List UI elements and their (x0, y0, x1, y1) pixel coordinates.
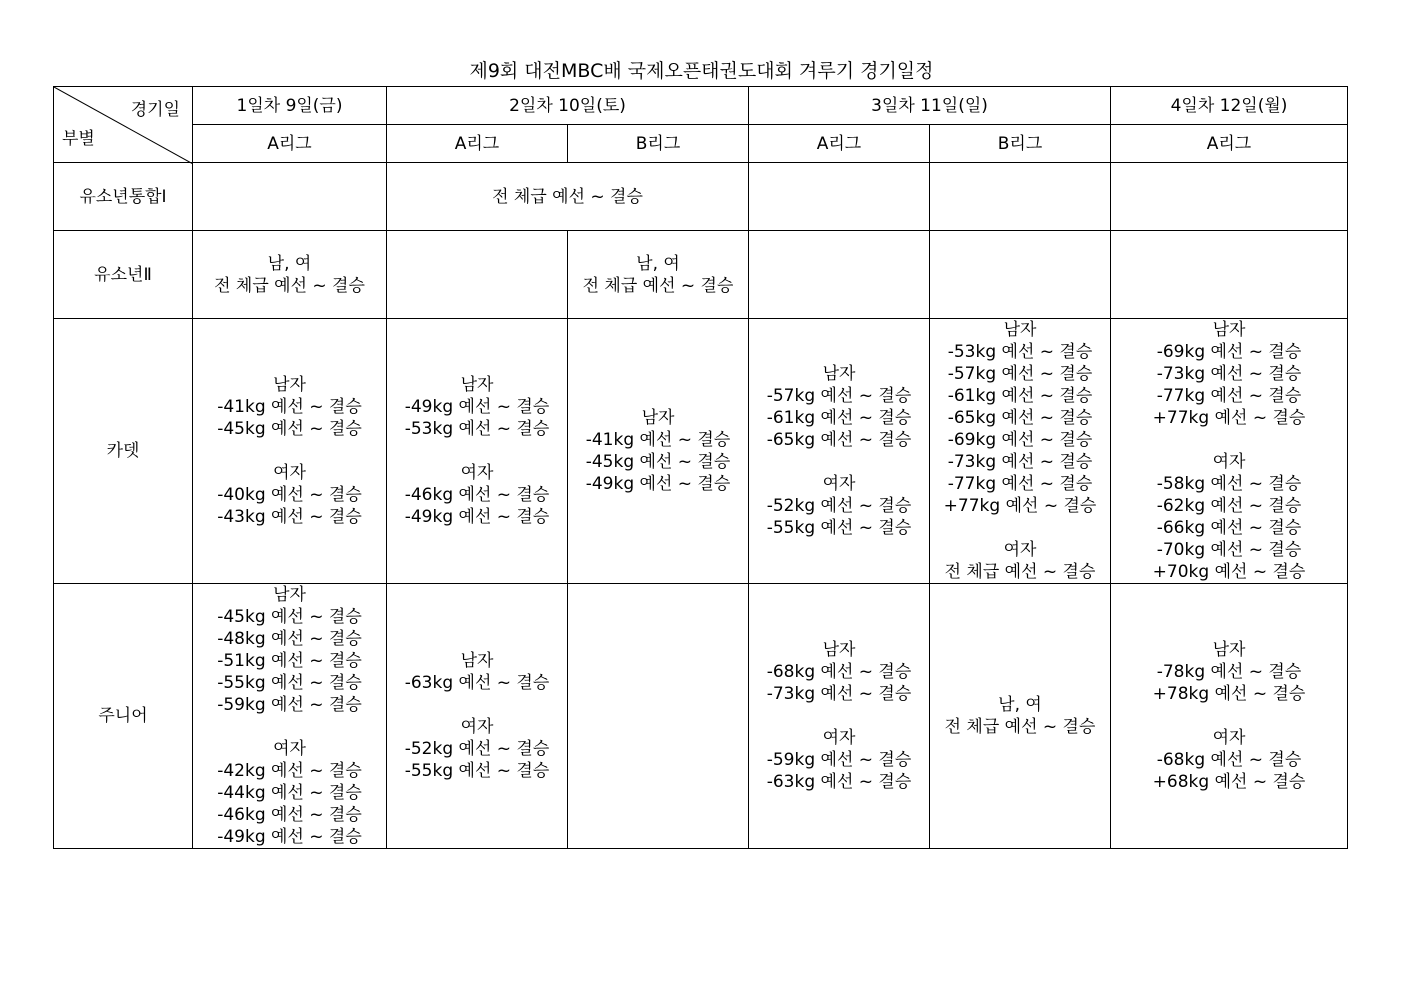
schedule-block (1153, 319, 1306, 583)
cell-cadet-day2a (387, 319, 568, 584)
female-title: 여자 (1212, 452, 1246, 472)
line: -49kg 예선 ~ 결승 (217, 827, 362, 847)
line: -40kg 예선 ~ 결승 (217, 485, 362, 505)
line: -68kg 예선 ~ 결승 (766, 662, 912, 682)
cell-youth2-day2b (568, 231, 749, 319)
header-day-4: 4일차 12일(월) (1111, 87, 1348, 125)
schedule-block (586, 407, 731, 495)
female-title: 여자 (1212, 728, 1246, 748)
male-title: 남자 (641, 408, 675, 428)
female-title: 여자 (460, 463, 494, 483)
header-day-3: 3일차 11일(일) (749, 87, 1111, 125)
cell-junior-day2a (387, 584, 568, 849)
line: -65kg 예선 ~ 결승 (947, 408, 1093, 428)
line: -55kg 예선 ~ 결승 (766, 518, 912, 538)
female-title: 여자 (822, 474, 856, 494)
line: -53kg 예선 ~ 결승 (404, 419, 550, 439)
line: -57kg 예선 ~ 결승 (766, 386, 912, 406)
header-league: A리그 (387, 125, 568, 163)
male-title: 남자 (460, 375, 494, 395)
line: -41kg 예선 ~ 결승 (585, 430, 731, 450)
female-title: 여자 (273, 739, 306, 759)
cell-cadet-day3a (749, 319, 930, 584)
line: -59kg 예선 ~ 결승 (766, 750, 912, 770)
cell-empty (193, 163, 387, 231)
line: -46kg 예선 ~ 결승 (217, 805, 362, 825)
schedule-block (767, 363, 912, 539)
page-title: 제9회 대전MBC배 국제오픈태권도대회 겨루기 경기일정 (469, 60, 934, 82)
line: 전 체급 예선 ~ 결승 (944, 717, 1096, 737)
line: +77kg 예선 ~ 결승 (1152, 408, 1306, 428)
line: -73kg 예선 ~ 결승 (947, 452, 1093, 472)
row-junior (54, 584, 1348, 849)
corner-header-cell (54, 87, 193, 163)
line: -63kg 예선 ~ 결승 (766, 772, 912, 792)
line: 남, 여 (636, 253, 680, 274)
cell-junior-day1 (193, 584, 387, 849)
line: -52kg 예선 ~ 결승 (404, 739, 550, 759)
line: -52kg 예선 ~ 결승 (766, 496, 912, 516)
male-title: 남자 (1212, 320, 1246, 340)
line: -66kg 예선 ~ 결승 (1156, 518, 1302, 538)
female-title: 여자 (822, 728, 856, 748)
header-row-leagues (54, 125, 1348, 163)
line: -45kg 예선 ~ 결승 (217, 607, 362, 627)
division-label: 카뎃 (54, 319, 193, 584)
line: 전 체급 예선 ~ 결승 (214, 275, 365, 296)
male-title: 남자 (273, 585, 306, 605)
row-cadet (54, 319, 1348, 584)
line: -55kg 예선 ~ 결승 (217, 673, 362, 693)
line: -73kg 예선 ~ 결승 (766, 684, 912, 704)
line: -48kg 예선 ~ 결승 (217, 629, 362, 649)
header-league: A리그 (749, 125, 930, 163)
schedule-block (1153, 639, 1306, 793)
line: -59kg 예선 ~ 결승 (217, 695, 362, 715)
cell-empty (1111, 163, 1348, 231)
row-youth-combined (54, 163, 1348, 231)
line: -42kg 예선 ~ 결승 (217, 761, 362, 781)
line: -77kg 예선 ~ 결승 (1156, 386, 1302, 406)
cell-youth-combined-day2: 전 체급 예선 ~ 결승 (387, 163, 749, 231)
cell-empty (749, 231, 930, 319)
line: -70kg 예선 ~ 결승 (1156, 540, 1302, 560)
schedule-block (767, 639, 912, 793)
line: -58kg 예선 ~ 결승 (1156, 474, 1302, 494)
male-title: 남자 (273, 375, 306, 395)
cell-cadet-day4 (1111, 319, 1348, 584)
line: +68kg 예선 ~ 결승 (1152, 772, 1306, 792)
division-label: 유소년통합Ⅰ (54, 163, 193, 231)
line: -69kg 예선 ~ 결승 (947, 430, 1093, 450)
line: -55kg 예선 ~ 결승 (404, 761, 550, 781)
cell-empty (568, 584, 749, 849)
cell-cadet-day1 (193, 319, 387, 584)
schedule-block (217, 374, 362, 528)
cell-cadet-day3b (930, 319, 1111, 584)
line: -51kg 예선 ~ 결승 (217, 651, 362, 671)
line: 남, 여 (998, 695, 1042, 715)
line: -53kg 예선 ~ 결승 (947, 342, 1093, 362)
corner-label-day: 경기일 (130, 100, 180, 120)
cell-empty (930, 163, 1111, 231)
line: -41kg 예선 ~ 결승 (217, 397, 362, 417)
line: -57kg 예선 ~ 결승 (947, 364, 1093, 384)
cell-cadet-day2b (568, 319, 749, 584)
line: -63kg 예선 ~ 결승 (404, 673, 550, 693)
header-day-2: 2일차 10일(토) (387, 87, 749, 125)
cell-junior-day4 (1111, 584, 1348, 849)
division-label: 주니어 (54, 584, 193, 849)
line: -45kg 예선 ~ 결승 (585, 452, 731, 472)
line: -43kg 예선 ~ 결승 (217, 507, 362, 527)
schedule-block (405, 650, 550, 782)
female-title: 여자 (273, 463, 306, 483)
division-label: 유소년Ⅱ (54, 231, 193, 319)
cell-empty (387, 231, 568, 319)
line: +70kg 예선 ~ 결승 (1152, 562, 1306, 582)
male-title: 남자 (460, 651, 494, 671)
header-league: B리그 (568, 125, 749, 163)
line: -78kg 예선 ~ 결승 (1156, 662, 1302, 682)
header-row-days (54, 87, 1348, 125)
header-day-1: 1일차 9일(금) (193, 87, 387, 125)
male-title: 남자 (822, 640, 856, 660)
line: -46kg 예선 ~ 결승 (404, 485, 550, 505)
line: -77kg 예선 ~ 결승 (947, 474, 1093, 494)
corner-label-division: 부별 (62, 129, 95, 149)
male-title: 남자 (1212, 640, 1246, 660)
line: -73kg 예선 ~ 결승 (1156, 364, 1302, 384)
line: -49kg 예선 ~ 결승 (404, 397, 550, 417)
schedule-block (944, 319, 1097, 583)
cell-junior-day3a (749, 584, 930, 849)
row-youth2 (54, 231, 1348, 319)
schedule-block (405, 374, 550, 528)
line: -69kg 예선 ~ 결승 (1156, 342, 1302, 362)
line: 전 체급 예선 ~ 결승 (582, 275, 734, 296)
schedule-block (217, 584, 362, 848)
line: -62kg 예선 ~ 결승 (1156, 496, 1302, 516)
male-title: 남자 (822, 364, 856, 384)
line: 전 체급 예선 ~ 결승 (944, 562, 1096, 582)
cell-empty (930, 231, 1111, 319)
line: -61kg 예선 ~ 결승 (947, 386, 1093, 406)
line: +77kg 예선 ~ 결승 (943, 496, 1097, 516)
line: -49kg 예선 ~ 결승 (585, 474, 731, 494)
line: -49kg 예선 ~ 결승 (404, 507, 550, 527)
line: -68kg 예선 ~ 결승 (1156, 750, 1302, 770)
cell-youth2-day1 (193, 231, 387, 319)
line: 남, 여 (267, 253, 312, 274)
line: -44kg 예선 ~ 결승 (217, 783, 362, 803)
female-title: 여자 (1003, 540, 1037, 560)
header-league: A리그 (193, 125, 387, 163)
header-league: A리그 (1111, 125, 1348, 163)
cell-junior-day3b (930, 584, 1111, 849)
header-league: B리그 (930, 125, 1111, 163)
line: -45kg 예선 ~ 결승 (217, 419, 362, 439)
cell-empty (749, 163, 930, 231)
female-title: 여자 (460, 717, 494, 737)
schedule-table (53, 86, 1348, 849)
line: +78kg 예선 ~ 결승 (1152, 684, 1306, 704)
line: -61kg 예선 ~ 결승 (766, 408, 912, 428)
line: -65kg 예선 ~ 결승 (766, 430, 912, 450)
cell-empty (1111, 231, 1348, 319)
male-title: 남자 (1003, 320, 1037, 340)
